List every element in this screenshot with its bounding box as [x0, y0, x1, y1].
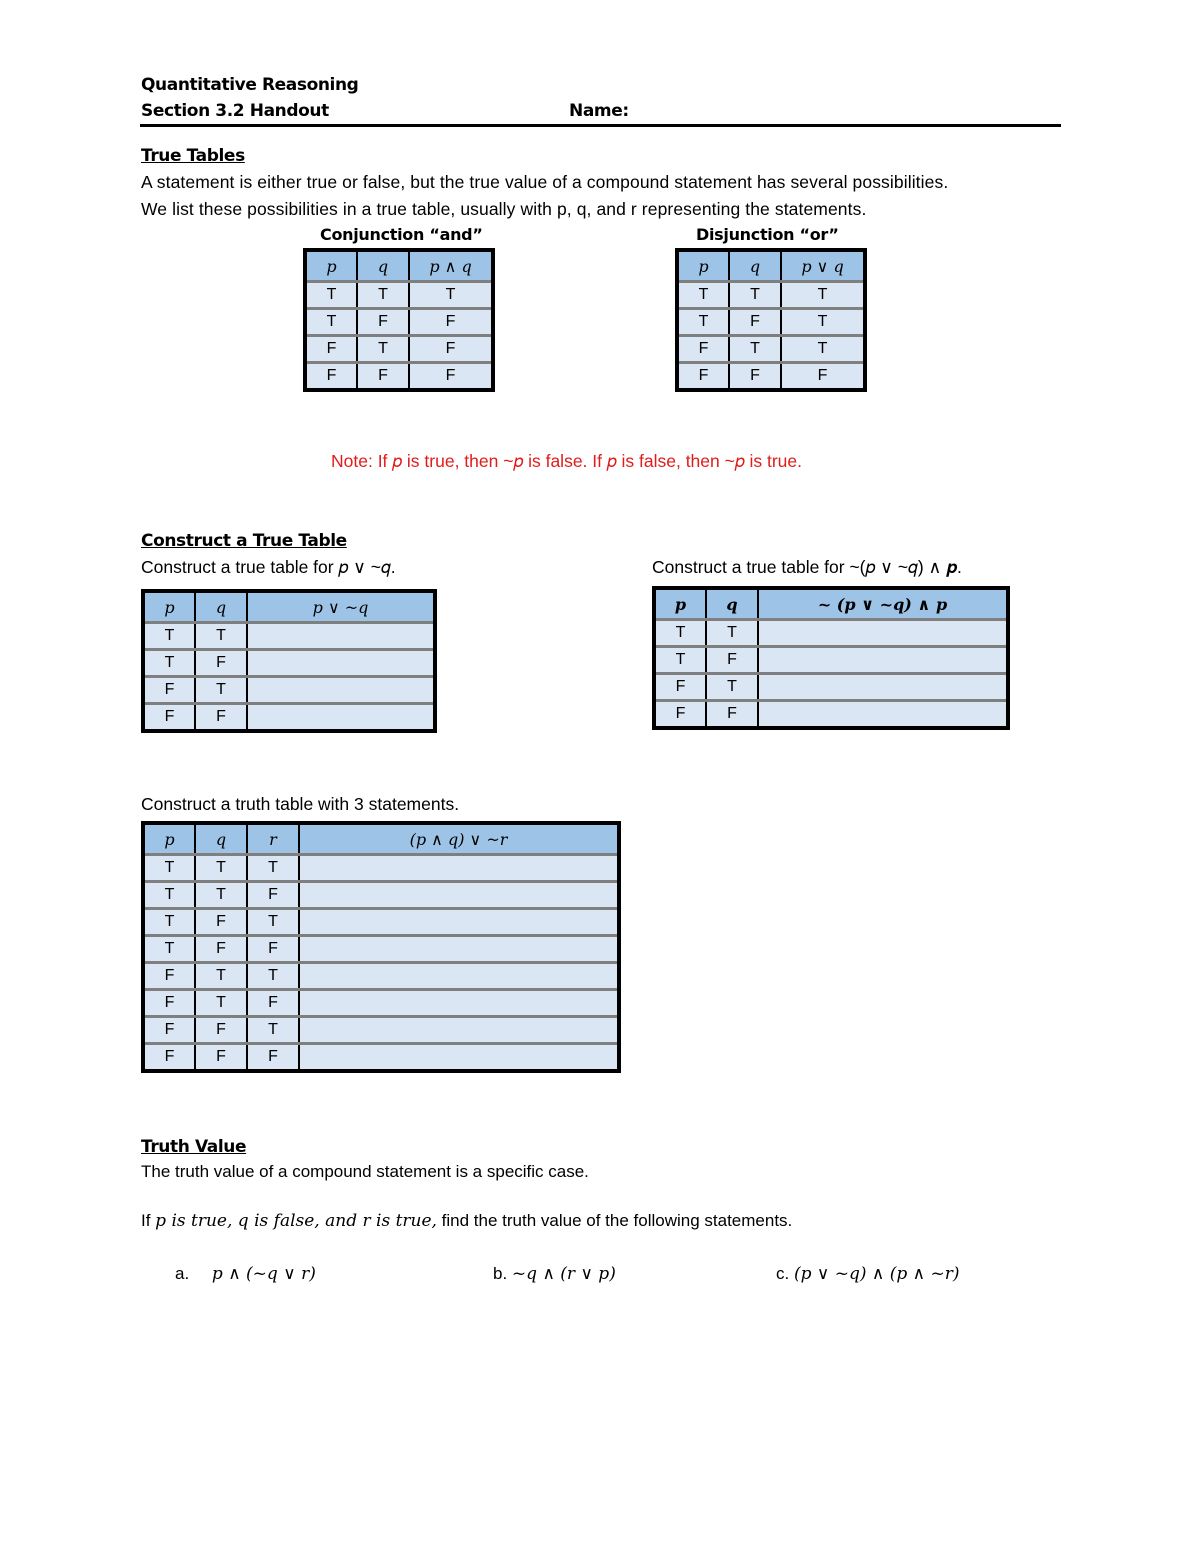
table-row [143, 1017, 619, 1044]
table-cell: F [357, 309, 409, 336]
table-row [143, 990, 619, 1017]
table-cell: T [706, 674, 758, 701]
column-header: ~ (p ∨ ~q) ∧ p [758, 588, 1008, 620]
table-cell: F [654, 701, 706, 729]
table-cell: T [143, 650, 195, 677]
column-header: p ∨ q [781, 250, 865, 282]
table-cell [299, 963, 619, 990]
column-header: q [357, 250, 409, 282]
table-row [143, 963, 619, 990]
problem-c-label: c. [776, 1264, 790, 1283]
table-cell: T [654, 647, 706, 674]
table-cell: F [195, 650, 247, 677]
table-cell [299, 909, 619, 936]
table-cell: T [247, 855, 299, 882]
problem-c [776, 1264, 960, 1284]
table-cell [758, 620, 1008, 647]
table-cell: T [706, 620, 758, 647]
construct-table-2 [652, 586, 1010, 730]
conjunction-table [303, 248, 495, 392]
table-cell: T [305, 282, 357, 309]
truth-value-definition: The truth value of a compound statement is a specific case. [141, 1162, 589, 1181]
table-cell: T [409, 282, 493, 309]
table-row [305, 282, 493, 309]
table-cell: T [195, 882, 247, 909]
table-cell [247, 650, 435, 677]
table-cell: F [143, 963, 195, 990]
problem-a-label: a. [175, 1264, 190, 1283]
table-row [143, 882, 619, 909]
table-row [654, 620, 1008, 647]
table-cell: F [305, 363, 357, 391]
construct-prompt-2: Construct a true table for ~(𝑝 ∨ ~𝑞) ∧ 𝒑. [652, 557, 962, 577]
column-header: (p ∧ q) ∨ ~r [299, 823, 619, 855]
table-cell: F [247, 936, 299, 963]
table-cell: F [729, 363, 781, 391]
table-row [677, 336, 865, 363]
column-header: p ∨ ~q [247, 591, 435, 623]
table-row [654, 674, 1008, 701]
table-cell: T [247, 1017, 299, 1044]
table-cell: F [677, 336, 729, 363]
given-conditions: 𝑝 𝑖𝑠 𝑡𝑟𝑢𝑒, 𝑞 𝑖𝑠 𝑓𝑎𝑙𝑠𝑒, 𝑎𝑛𝑑 𝑟 𝑖𝑠 𝑡𝑟𝑢𝑒, [155, 1211, 437, 1231]
disjunction-caption: Disjunction “or” [696, 225, 839, 244]
table-cell [247, 623, 435, 650]
table-row [143, 677, 435, 704]
column-header: q [195, 591, 247, 623]
table-cell: T [143, 909, 195, 936]
table-header-row [677, 250, 865, 282]
table-header-row [305, 250, 493, 282]
table-cell: F [706, 701, 758, 729]
truth-value-given [141, 1211, 792, 1231]
table-cell [247, 677, 435, 704]
table-cell: T [677, 309, 729, 336]
table-cell: T [677, 282, 729, 309]
construct-prompt-3: Construct a truth table with 3 statements. [141, 794, 460, 814]
construct-table-3 [141, 821, 621, 1073]
problem-b [493, 1264, 616, 1284]
problem-a-expression: 𝑝 ∧ (~𝑞 ∨ 𝑟) [211, 1264, 316, 1284]
table-cell: T [305, 309, 357, 336]
table-row [143, 936, 619, 963]
table-row [654, 701, 1008, 729]
table-cell [299, 936, 619, 963]
table-cell [247, 704, 435, 732]
table-row [305, 336, 493, 363]
table-cell [299, 1044, 619, 1072]
table-cell: F [195, 704, 247, 732]
table-cell: T [357, 282, 409, 309]
table-row [677, 309, 865, 336]
construct-prompt-1: Construct a true table for 𝑝 ∨ ~𝑞. [141, 557, 396, 577]
table-cell: T [781, 309, 865, 336]
table-cell: F [305, 336, 357, 363]
table-cell: F [195, 909, 247, 936]
column-header: r [247, 823, 299, 855]
negation-note: Note: If 𝑝 is true, then ~𝑝 is false. If 𝑝 is false, then ~𝑝 is true. [331, 451, 802, 471]
name-label: Name: [569, 101, 629, 121]
table-cell: F [706, 647, 758, 674]
intro-line-2: We list these possibilities in a true table, usually with p, q, and r representing the statements. [141, 199, 867, 219]
table-cell: F [143, 1044, 195, 1072]
table-cell [758, 701, 1008, 729]
table-cell: T [143, 623, 195, 650]
true-tables-heading: True Tables [141, 146, 245, 166]
column-header: p [143, 591, 195, 623]
table-cell: T [195, 677, 247, 704]
table-cell: F [781, 363, 865, 391]
table-row [143, 704, 435, 732]
column-header: p [143, 823, 195, 855]
problem-a [175, 1264, 316, 1284]
table-header-row [654, 588, 1008, 620]
table-cell: F [729, 309, 781, 336]
section-title: Section 3.2 Handout [141, 101, 329, 121]
table-row [143, 650, 435, 677]
table-cell: F [195, 936, 247, 963]
intro-line-1: A statement is either true or false, but the true value of a compound statement has several possibilities. [141, 172, 949, 192]
table-cell [299, 990, 619, 1017]
table-cell: T [195, 855, 247, 882]
table-cell: T [195, 990, 247, 1017]
table-cell: F [143, 1017, 195, 1044]
table-cell: T [247, 963, 299, 990]
table-cell: T [247, 909, 299, 936]
disjunction-table [675, 248, 867, 392]
table-cell: T [143, 855, 195, 882]
table-cell: F [195, 1044, 247, 1072]
given-prefix: If [141, 1211, 156, 1230]
table-cell: T [143, 882, 195, 909]
column-header: p [654, 588, 706, 620]
table-cell: T [729, 282, 781, 309]
table-row [143, 855, 619, 882]
construct-table-1 [141, 589, 437, 733]
table-cell: T [195, 963, 247, 990]
table-row [305, 363, 493, 391]
conjunction-caption: Conjunction “and” [320, 225, 483, 244]
table-cell: F [409, 336, 493, 363]
table-cell: F [677, 363, 729, 391]
table-cell: T [357, 336, 409, 363]
given-suffix: find the truth value of the following statements. [436, 1211, 793, 1230]
table-row [677, 282, 865, 309]
column-header: p [305, 250, 357, 282]
table-cell: F [654, 674, 706, 701]
table-row [654, 647, 1008, 674]
table-row [143, 623, 435, 650]
table-cell: F [409, 309, 493, 336]
problem-b-expression: ~𝑞 ∧ (𝑟 ∨ 𝑝) [511, 1264, 616, 1284]
problem-c-expression: (𝑝 ∨ ~𝑞) ∧ (𝑝 ∧ ~𝑟) [793, 1264, 960, 1284]
table-cell: F [247, 990, 299, 1017]
table-row [143, 909, 619, 936]
table-cell: T [781, 282, 865, 309]
table-cell [299, 855, 619, 882]
column-header: p [677, 250, 729, 282]
table-cell: T [195, 623, 247, 650]
truth-value-heading: Truth Value [141, 1137, 247, 1157]
table-cell [758, 674, 1008, 701]
column-header: q [706, 588, 758, 620]
table-row [305, 309, 493, 336]
table-row [143, 1044, 619, 1072]
table-cell: F [409, 363, 493, 391]
table-cell: T [729, 336, 781, 363]
course-title: Quantitative Reasoning [141, 75, 359, 95]
construct-heading: Construct a True Table [141, 531, 347, 551]
table-header-row [143, 591, 435, 623]
table-cell: F [247, 882, 299, 909]
table-cell: F [195, 1017, 247, 1044]
table-cell: T [143, 936, 195, 963]
table-cell: F [143, 677, 195, 704]
table-cell [758, 647, 1008, 674]
column-header: q [195, 823, 247, 855]
header-rule [140, 124, 1061, 127]
table-cell: F [247, 1044, 299, 1072]
table-row [677, 363, 865, 391]
table-header-row [143, 823, 619, 855]
problem-b-label: b. [493, 1264, 508, 1283]
table-cell [299, 882, 619, 909]
table-cell: F [143, 990, 195, 1017]
table-cell: T [781, 336, 865, 363]
column-header: p ∧ q [409, 250, 493, 282]
column-header: q [729, 250, 781, 282]
table-cell: F [357, 363, 409, 391]
table-cell [299, 1017, 619, 1044]
table-cell: T [654, 620, 706, 647]
table-cell: F [143, 704, 195, 732]
